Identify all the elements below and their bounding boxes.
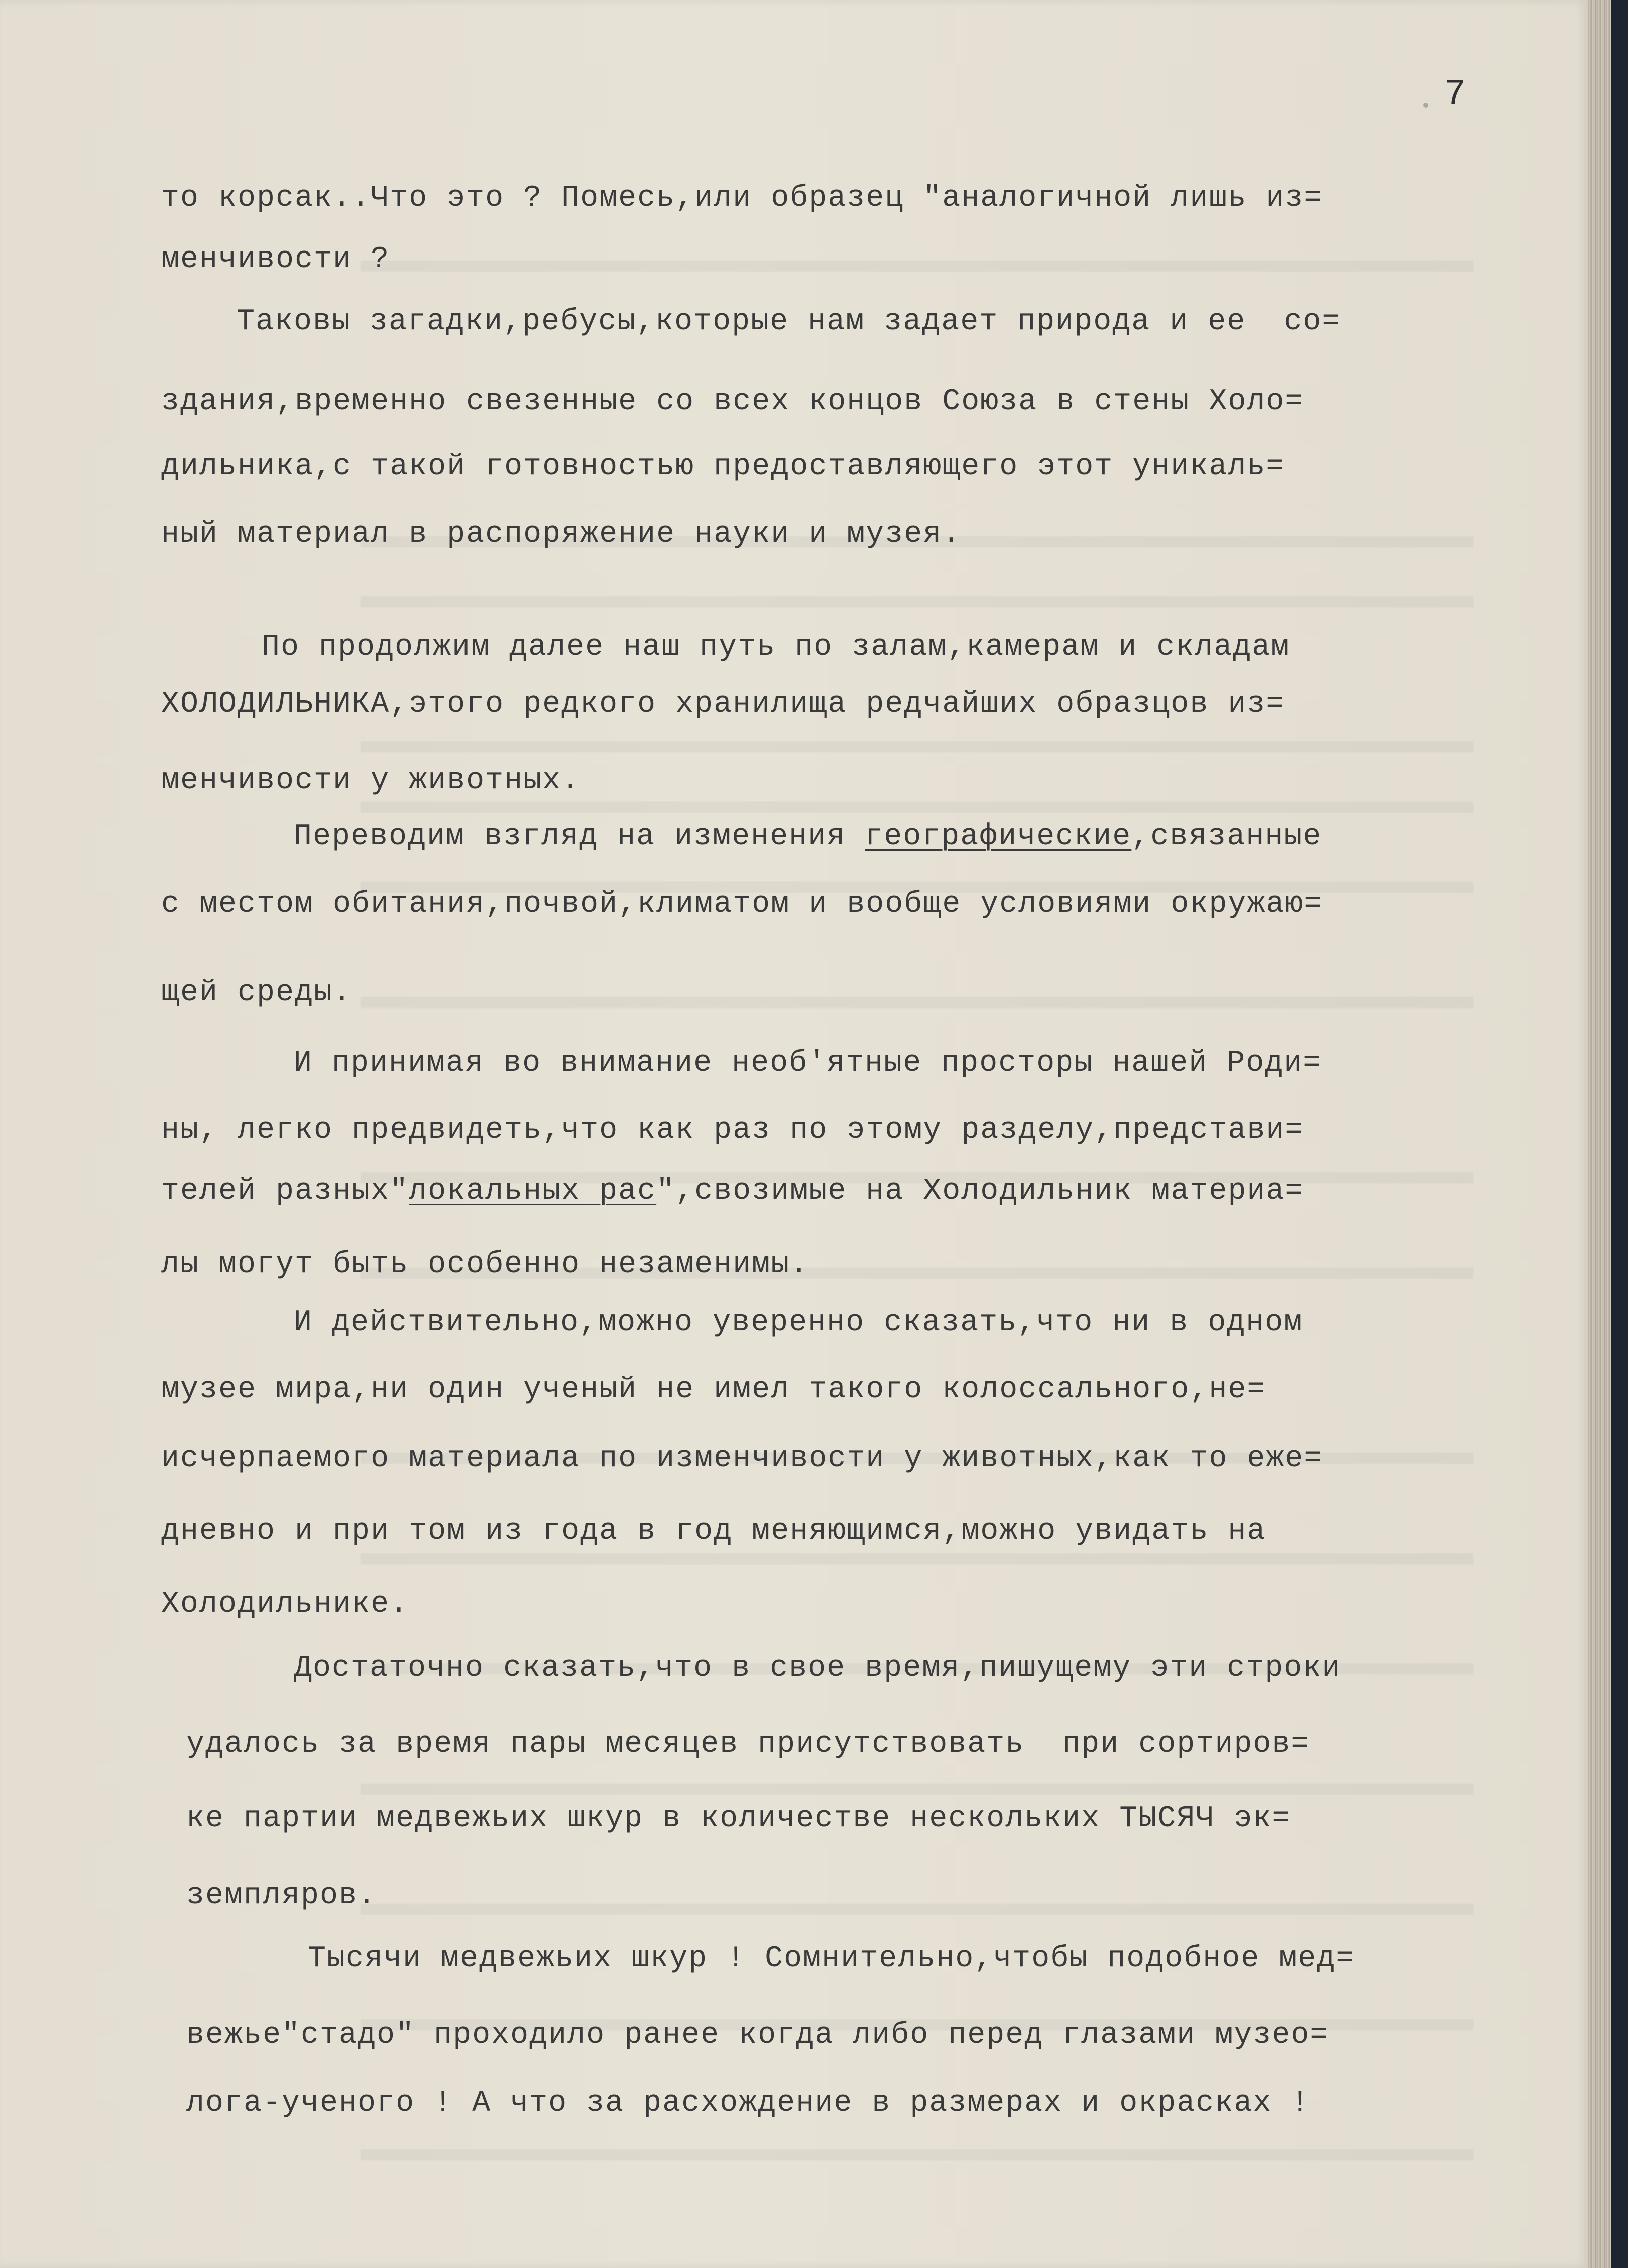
text-line: с местом обитания,почвой,климатом и вообще условиями окружаю= bbox=[161, 887, 1323, 921]
text-line bbox=[294, 822, 1322, 852]
text-line: И действительно,можно уверенно сказать,что ни в одном bbox=[294, 1306, 1303, 1340]
text-line: дневно и при том из года в год меняющимся,можно увидать на bbox=[161, 1514, 1266, 1548]
underlined-term: географические bbox=[865, 820, 1132, 854]
text-line: Достаточно сказать,что в свое время,пишущему эти строки bbox=[294, 1651, 1341, 1685]
text-line: менчивости у животных. bbox=[161, 764, 581, 798]
text-line: лы могут быть особенно незаменимы. bbox=[161, 1247, 809, 1282]
page-number-dot bbox=[1423, 103, 1428, 108]
show-through-line bbox=[361, 997, 1473, 1008]
scanner-background bbox=[1611, 0, 1628, 2268]
text-line: ный материал в распоряжение науки и музея. bbox=[161, 517, 962, 551]
show-through-line bbox=[361, 261, 1473, 272]
text-line: то корсак..Что это ? Помесь,или образец "аналогичной лишь из= bbox=[161, 181, 1323, 215]
text-line: менчивости ? bbox=[161, 242, 390, 277]
text-line: Холодильнике. bbox=[161, 1587, 409, 1621]
text-line: земпляров. bbox=[186, 1879, 377, 1913]
text-line: исчерпаемого материала по изменчивости у животных,как то еже= bbox=[161, 1442, 1323, 1476]
text-segment: ",свозимые на Холодильник материа= bbox=[656, 1174, 1304, 1208]
show-through-line bbox=[361, 1553, 1473, 1564]
text-line: ны, легко предвидеть,что как раз по этому разделу,представи= bbox=[161, 1113, 1304, 1147]
text-line: Таковы загадки,ребусы,которые нам задает природа и ее со= bbox=[237, 305, 1341, 339]
text-line: дильника,с такой готовностью предоставляющего этот уникаль= bbox=[161, 450, 1285, 484]
page-number: 7 bbox=[1444, 74, 1466, 115]
text-segment: ,связанные bbox=[1131, 820, 1322, 854]
text-line: удалось за время пары месяцев присутствовать при сортиров= bbox=[186, 1727, 1310, 1761]
text-line: Тысячи медвежьих шкур ! Сомнительно,чтобы подобное мед= bbox=[308, 1942, 1355, 1976]
show-through-line bbox=[361, 596, 1473, 607]
text-segment: Переводим взгляд на изменения bbox=[294, 820, 846, 854]
text-line: музее мира,ни один ученый не имел такого колоссального,не= bbox=[161, 1373, 1266, 1407]
text-line: здания,временно свезенные со всех концов Союза в стены Холо= bbox=[161, 385, 1304, 419]
text-line: вежье"стадо" проходило ранее когда либо перед глазами музео= bbox=[186, 2018, 1329, 2052]
show-through-line bbox=[361, 1784, 1473, 1795]
text-line: ХОЛОДИЛЬНИКА,этого редкого хранилища редчайших образцов из= bbox=[161, 687, 1285, 721]
text-line: ке партии медвежьих шкур в количестве нескольких ТЫСЯЧ эк= bbox=[186, 1802, 1291, 1836]
show-through-line bbox=[361, 1904, 1473, 1915]
show-through-line bbox=[361, 802, 1473, 813]
text-segment: телей разных" bbox=[161, 1174, 409, 1208]
text-line: щей среды. bbox=[161, 976, 352, 1010]
text-line: По продолжим далее наш путь по залам,камерам и складам bbox=[262, 630, 1290, 664]
text-line: лога-ученого ! А что за расхождение в размерах и окрасках ! bbox=[186, 2086, 1310, 2120]
show-through-line bbox=[361, 2149, 1473, 2160]
underlined-term: локальных рас bbox=[409, 1174, 657, 1208]
text-line bbox=[161, 1176, 1304, 1206]
show-through-line bbox=[361, 741, 1473, 752]
text-line: И принимая во внимание необ'ятные просторы нашей Роди= bbox=[294, 1046, 1322, 1080]
